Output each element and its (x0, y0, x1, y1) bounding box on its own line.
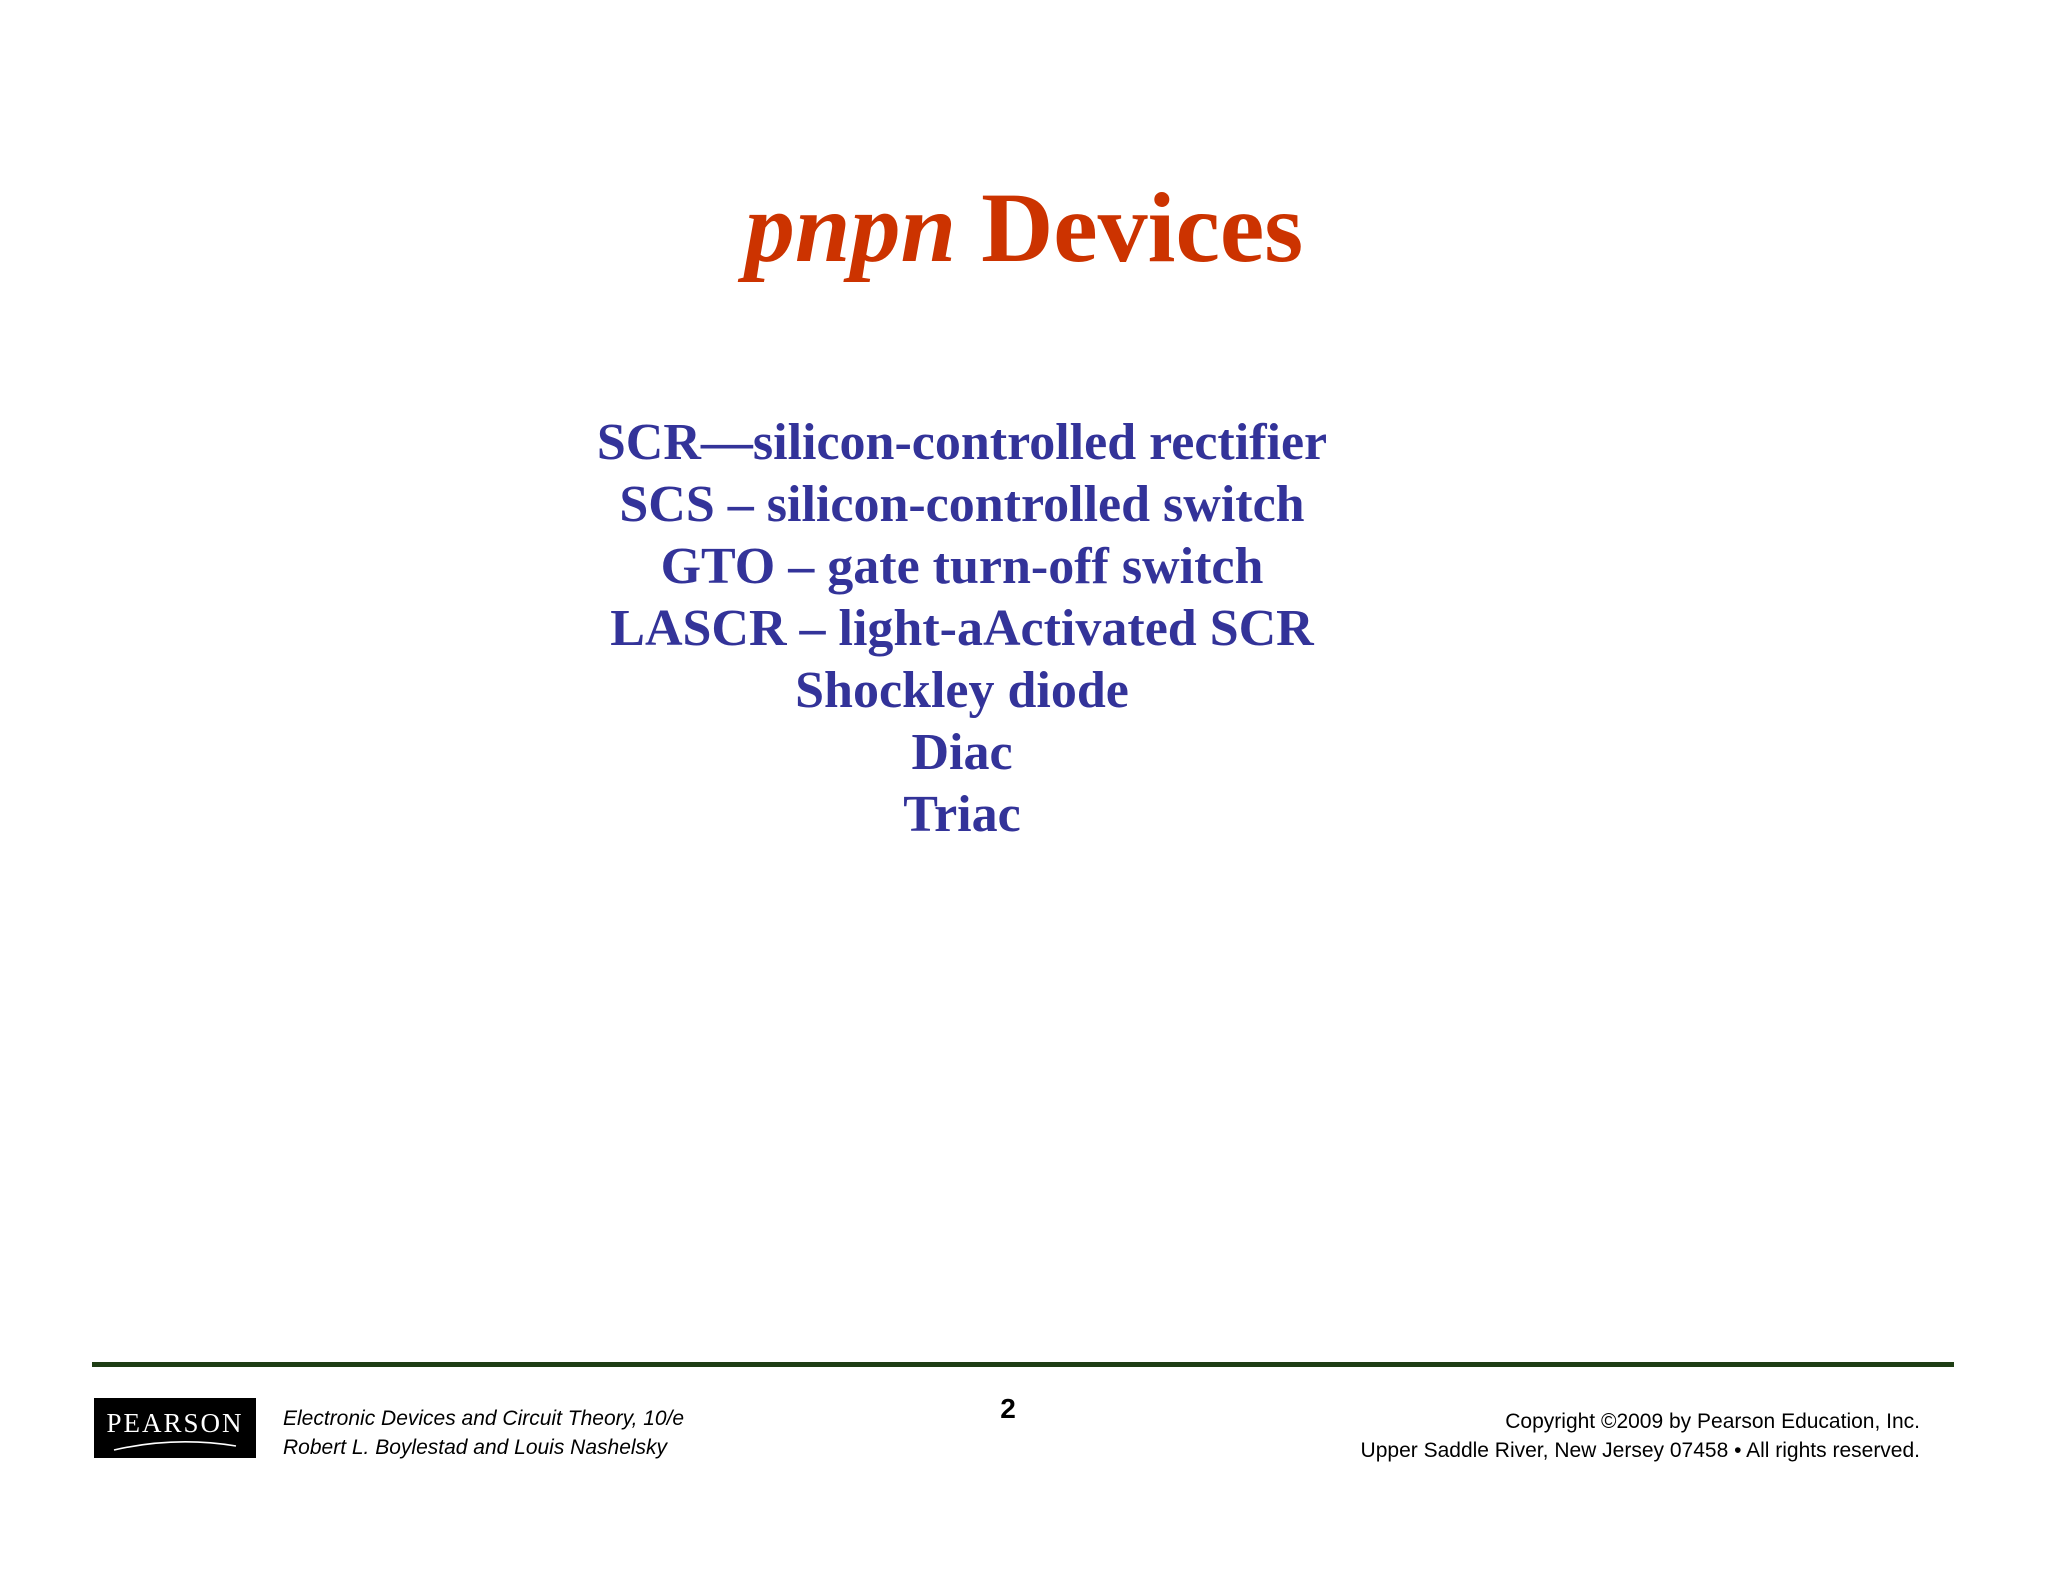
pearson-logo (94, 1398, 256, 1458)
device-item: Shockley diode (795, 662, 1129, 719)
footer-divider (92, 1362, 1954, 1367)
device-item: Triac (903, 786, 1021, 843)
copyright-line-1: Copyright ©2009 by Pearson Education, Inc. (1505, 1410, 1920, 1433)
copyright-notice (1361, 1407, 1920, 1465)
device-item: Diac (911, 724, 1013, 781)
logo-swoosh-icon (112, 1438, 238, 1452)
device-list (0, 412, 1924, 846)
slide-title (0, 168, 2048, 288)
device-item: SCR—silicon-controlled rectifier (596, 414, 1328, 471)
copyright-line-2: Upper Saddle River, New Jersey 07458 • All rights reserved. (1360, 1439, 1920, 1462)
pearson-logo-text: PEARSON (106, 1408, 244, 1438)
device-item: SCS – silicon-controlled switch (619, 476, 1305, 533)
book-info (283, 1404, 684, 1462)
slide-title-rest: Devices (956, 172, 1304, 283)
book-authors: Robert L. Boylestad and Louis Nashelsky (283, 1436, 668, 1459)
device-item: LASCR – light-aActivated SCR (610, 600, 1314, 657)
page-number: 2 (1000, 1393, 1016, 1424)
slide-title-italic: pnpn (744, 172, 957, 283)
book-title: Electronic Devices and Circuit Theory, 10/e (283, 1407, 685, 1430)
device-item: GTO – gate turn-off switch (660, 538, 1264, 595)
